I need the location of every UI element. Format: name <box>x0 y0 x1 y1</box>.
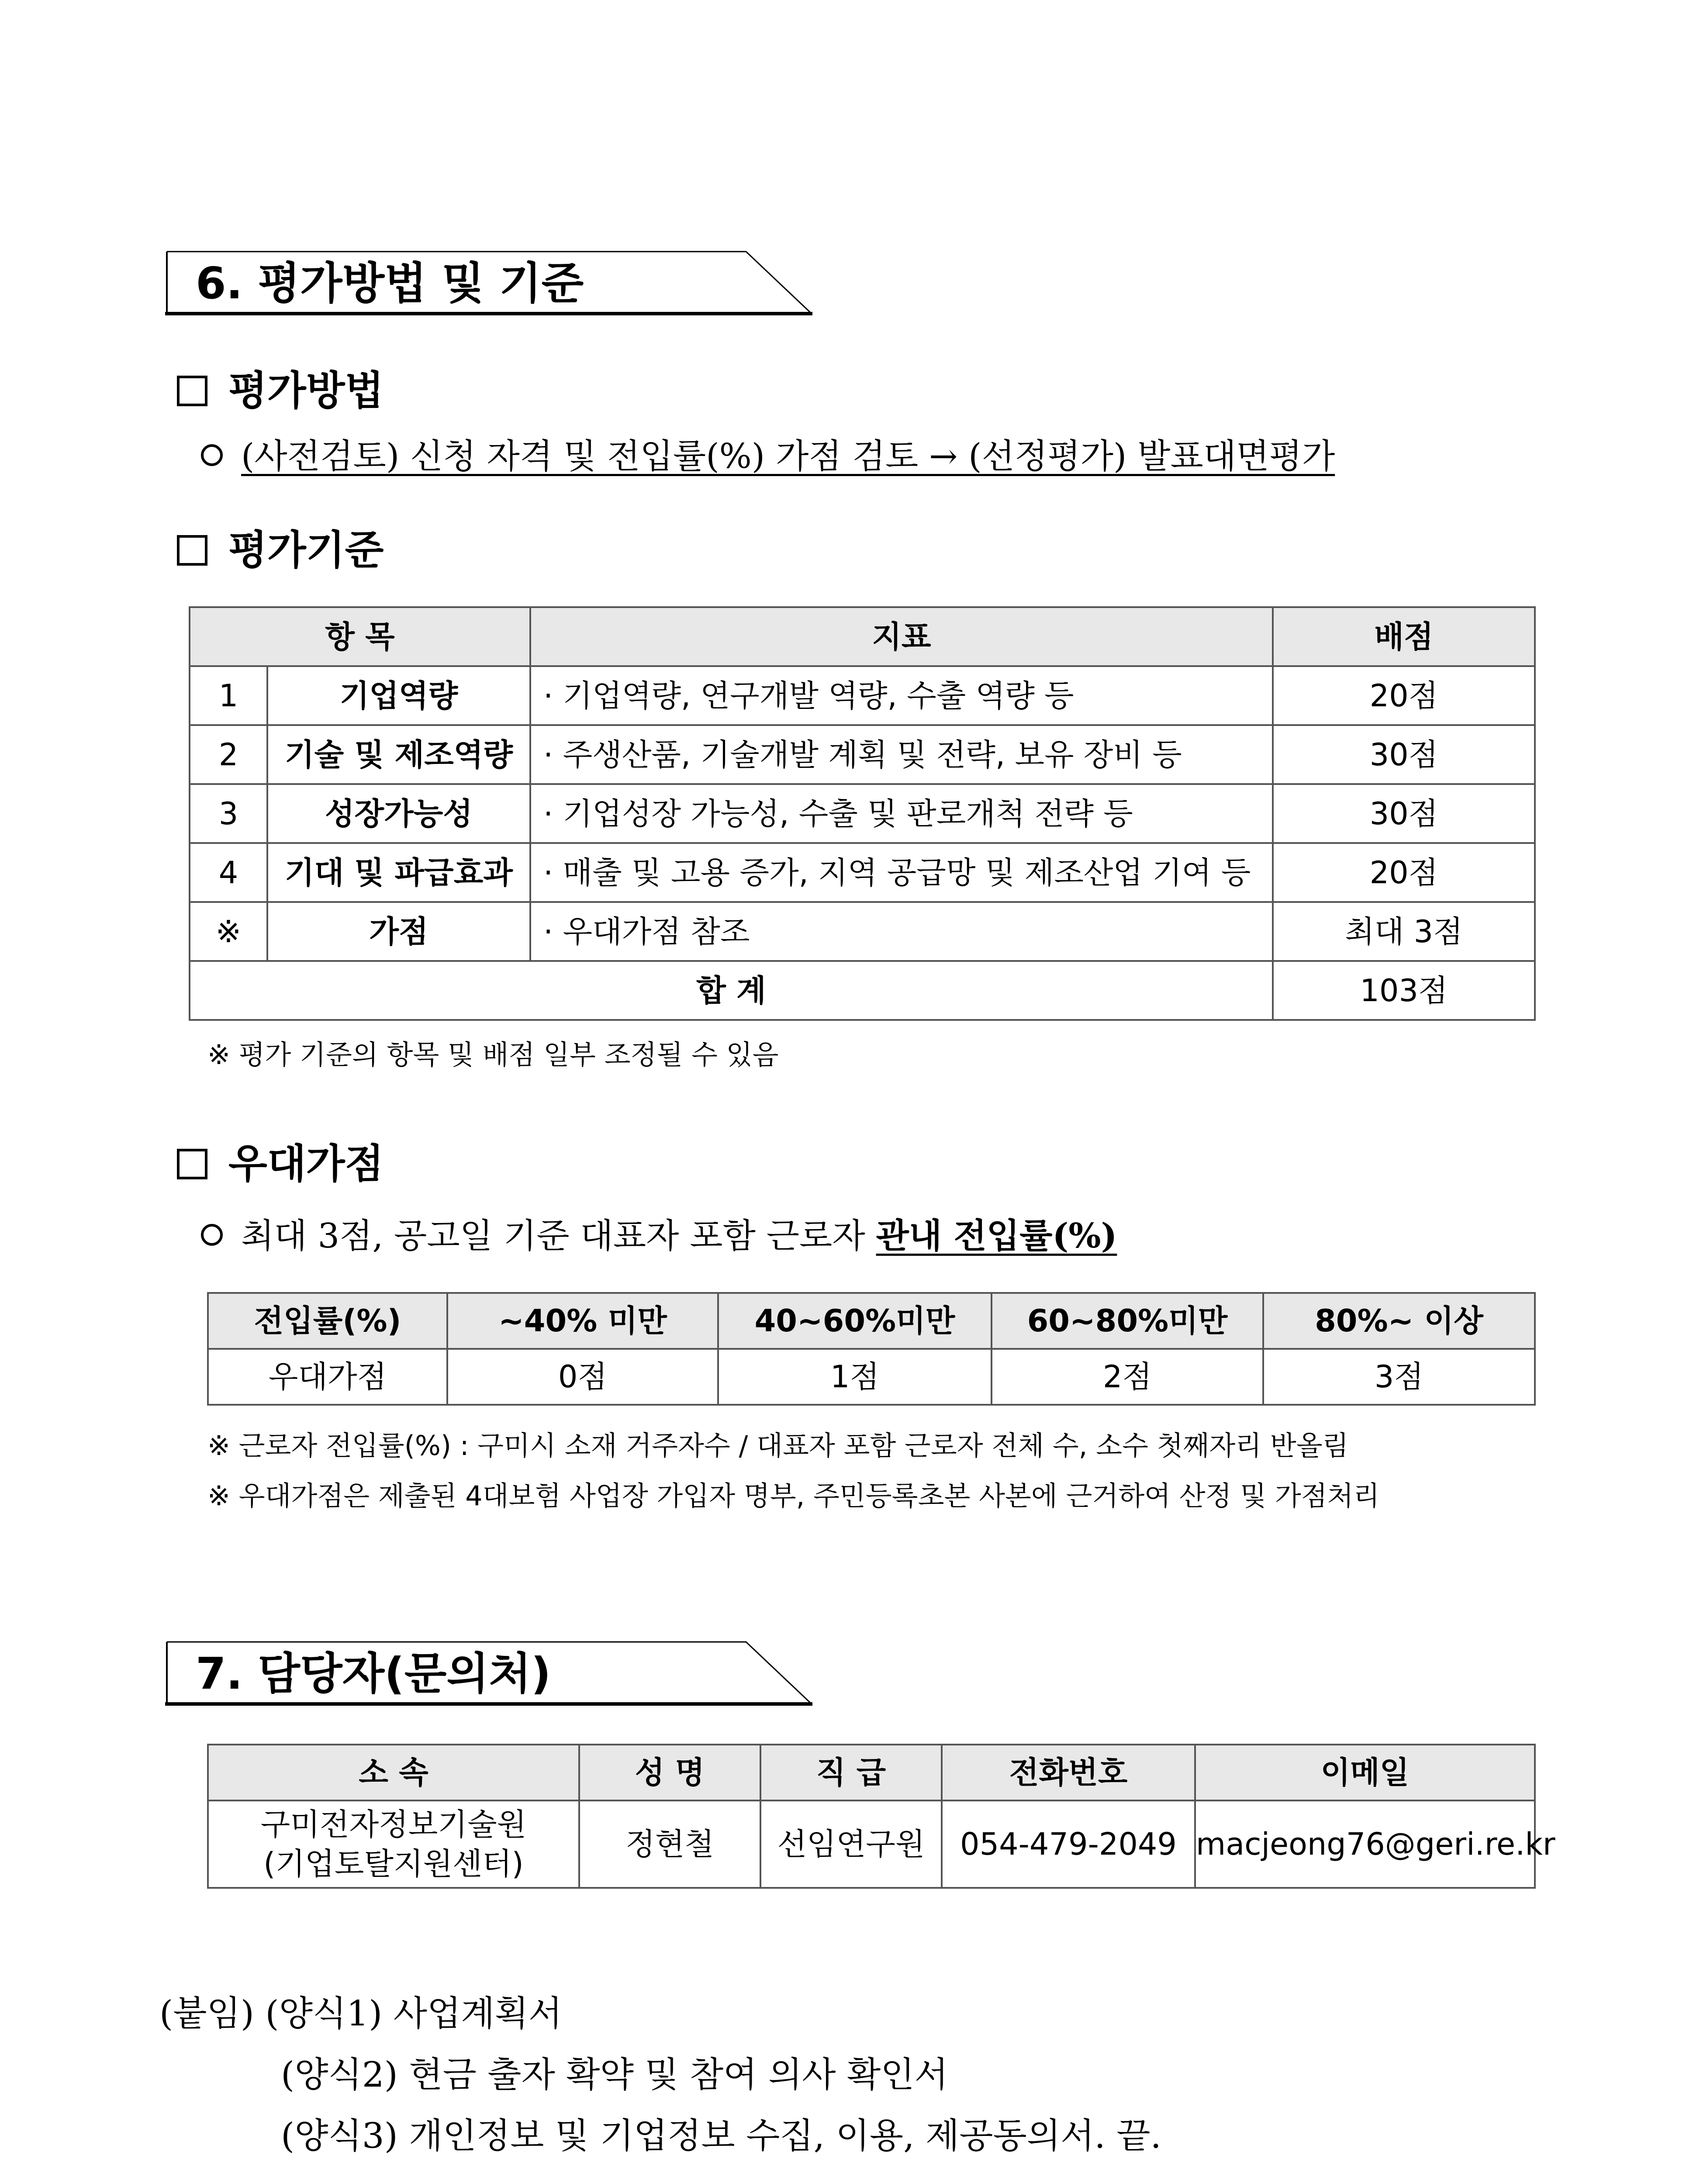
attachment-3: (양식3) 개인정보 및 기업정보 수집, 이용, 제공동의서. 끝. <box>281 2115 1161 2156</box>
total-score: 103점 <box>1273 961 1535 1020</box>
total-row <box>190 961 1535 1020</box>
row-score: 최대 3점 <box>1273 902 1535 961</box>
table-row <box>208 1800 1535 1888</box>
row-name: 성장가능성 <box>267 784 530 843</box>
bonus-table <box>207 1292 1536 1406</box>
table-row <box>190 725 1535 784</box>
bonus-header: 60~80%미만 <box>992 1293 1263 1349</box>
row-no: 1 <box>190 666 267 725</box>
row-indicator: · 우대가점 참조 <box>530 902 1273 961</box>
square-bullet-icon <box>177 1149 207 1179</box>
section-7-header <box>165 1640 820 1706</box>
contact-org <box>208 1800 579 1888</box>
row-indicator: · 기업역량, 연구개발 역량, 수출 역량 등 <box>530 666 1273 725</box>
bonus-heading: 우대가점 <box>177 1138 384 1190</box>
row-indicator: · 주생산품, 기술개발 계획 및 전략, 보유 장비 등 <box>530 725 1273 784</box>
contact-rank: 선임연구원 <box>760 1800 942 1888</box>
contact-org-line2: (기업토탈지원센터) <box>263 1846 524 1882</box>
bonus-note-2: ※ 우대가점은 제출된 4대보험 사업장 가입자 명부, 주민등록초본 사본에 근거하여 산정 및 가점처리 <box>207 1480 1380 1512</box>
row-name: 기업역량 <box>267 666 530 725</box>
attachment-2: (양식2) 현금 출자 확약 및 참여 의사 확인서 <box>281 2054 948 2095</box>
row-name: 기대 및 파급효과 <box>267 843 530 902</box>
section-7-title: 7. 담당자(문의처) <box>196 1648 551 1699</box>
bonus-item-emphasis: 관내 전입률(%) <box>876 1216 1117 1256</box>
section-6-title: 6. 평가방법 및 기준 <box>196 258 584 309</box>
row-score: 30점 <box>1273 784 1535 843</box>
method-heading: 평가방법 <box>177 365 384 417</box>
row-name: 기술 및 제조역량 <box>267 725 530 784</box>
contact-phone: 054-479-2049 <box>942 1800 1195 1888</box>
bonus-cell: 1점 <box>718 1349 992 1405</box>
method-item <box>201 432 1335 480</box>
row-score: 30점 <box>1273 725 1535 784</box>
contact-name: 정현철 <box>579 1800 760 1888</box>
header-item: 항 목 <box>190 607 530 666</box>
bonus-header: ~40% 미만 <box>447 1293 718 1349</box>
method-item-text: (사전검토) 신청 자격 및 전입률(%) 가점 검토 → (선정평가) 발표대면평가 <box>241 437 1335 476</box>
table-row <box>190 666 1535 725</box>
contact-header: 전화번호 <box>942 1745 1195 1800</box>
bonus-header: 80%~ 이상 <box>1263 1293 1535 1349</box>
bonus-header: 40~60%미만 <box>718 1293 992 1349</box>
contact-header: 성 명 <box>579 1745 760 1800</box>
header-score: 배점 <box>1273 607 1535 666</box>
square-bullet-icon <box>177 535 207 566</box>
bonus-cell: 2점 <box>992 1349 1263 1405</box>
row-indicator: · 매출 및 고용 증가, 지역 공급망 및 제조산업 기여 등 <box>530 843 1273 902</box>
bonus-note-1: ※ 근로자 전입률(%) : 구미시 소재 거주자수 / 대표자 포함 근로자 전체 수, 소수 첫째자리 반올림 <box>207 1430 1349 1462</box>
contact-header: 소 속 <box>208 1745 579 1800</box>
row-no: 2 <box>190 725 267 784</box>
square-bullet-icon <box>177 376 207 406</box>
row-score: 20점 <box>1273 666 1535 725</box>
table-row <box>208 1349 1535 1405</box>
bonus-cell: 3점 <box>1263 1349 1535 1405</box>
criteria-note: ※ 평가 기준의 항목 및 배점 일부 조정될 수 있음 <box>207 1039 779 1071</box>
contact-table <box>207 1744 1555 1889</box>
criteria-table <box>189 606 1536 1021</box>
bonus-item <box>201 1212 1117 1260</box>
table-row <box>190 784 1535 843</box>
contact-org-line1: 구미전자정보기술원 <box>260 1807 527 1842</box>
row-no: 3 <box>190 784 267 843</box>
row-name: 가점 <box>267 902 530 961</box>
row-no: ※ <box>190 902 267 961</box>
row-no: 4 <box>190 843 267 902</box>
section-6-header <box>165 250 820 315</box>
criteria-heading: 평가기준 <box>177 524 384 577</box>
header-indicator: 지표 <box>530 607 1273 666</box>
contact-header: 직 급 <box>760 1745 942 1800</box>
row-score: 20점 <box>1273 843 1535 902</box>
contact-email: macjeong76@geri.re.kr <box>1195 1800 1535 1888</box>
row-indicator: · 기업성장 가능성, 수출 및 판로개척 전략 등 <box>530 784 1273 843</box>
table-row <box>190 843 1535 902</box>
attachment-1: (붙임) (양식1) 사업계획서 <box>159 1993 563 2034</box>
circle-bullet-icon <box>201 1224 223 1246</box>
circle-bullet-icon <box>201 444 223 466</box>
bonus-cell: 우대가점 <box>208 1349 447 1405</box>
bonus-item-text: 최대 3점, 공고일 기준 대표자 포함 근로자 <box>241 1216 876 1256</box>
bonus-header: 전입률(%) <box>208 1293 447 1349</box>
contact-header: 이메일 <box>1195 1745 1535 1800</box>
table-row <box>190 902 1535 961</box>
bonus-cell: 0점 <box>447 1349 718 1405</box>
total-label: 합 계 <box>190 961 1273 1020</box>
